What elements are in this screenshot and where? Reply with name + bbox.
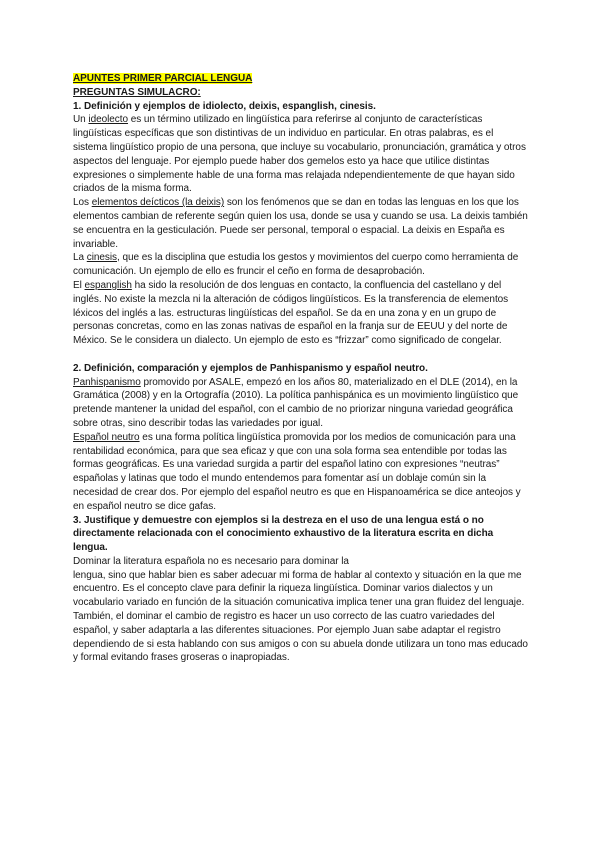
term-deixis: elementos deícticos (la deixis): [91, 197, 225, 209]
paragraph-cinesis: La cinesis, que es la disciplina que estudia los gestos y movimientos del cuerpo como herramienta de comunicación. Un ejemplo de ello es fruncir el ceño en forma de desaprobación.: [73, 252, 519, 278]
paragraph-destreza: lengua, sino que hablar bien es saber adecuar mi forma de hablar al contexto y situación en la que me encuentro. Es el concepto clave para definir la riqueza lingüística. Dominar varios dialectos y un vocabulario variado en función de la situación comunicativa implica tener una gran fluidez del lenguaje. También, el dominar el cambio de registro es hacer un uso correcto de las cuatro variedades del español, y saber adaptarla a las diferentes situaciones. Por ejemplo Juan sabe adaptar el registro dependiendo de si esta hablando con sus amigos o con su abuela donde utilizara un tono mas educado y formal evitando frases groseras o inapropiadas.: [73, 569, 528, 664]
paragraph-espanol-neutro: Español neutro es una forma política lingüística promovida por los medios de comunicación para una rentabilidad económica, para que sea eficaz y que con una sola forma sea entendible por todas las formas geográficas. Es una variedad surgida a partir del español latino con expresiones “neutras” españolas y latinas que todo el mundo entendemos para fomentar así un doblaje común sin la necesidad de crear dos. Por ejemplo del español neutro es que en Hispanoamérica se dice anteojos y en español neutro se dice gafas.: [73, 431, 521, 512]
term-cinesis: cinesis: [86, 252, 117, 264]
paragraph-espanglish: El espanglish ha sido la resolución de dos lenguas en contacto, la confluencia del castellano y del inglés. No existe la mezcla ni la alteración de códigos lingüísticos. Es la transferencia de elementos léxicos del inglés a las. estructuras lingüísticas del español. Se da en una zona y en un grupo de personas concretas, como en las zonas nativas de español en la franja sur de EEUU y del norte de México. Se le considera un dialecto. Un ejemplo de esto es “frizzar” como significado de congelar.: [73, 279, 509, 347]
paragraph-destreza-line1: Dominar la literatura española no es necesario para dominar la: [73, 555, 349, 567]
document-title: APUNTES PRIMER PARCIAL LENGUA: [73, 73, 253, 84]
question-2-heading: 2. Definición, comparación y ejemplos de Panhispanismo y español neutro.: [73, 362, 428, 374]
document-page: [73, 72, 529, 665]
term-ideolecto: ideolecto: [88, 114, 129, 126]
document-subtitle: PREGUNTAS SIMULACRO:: [73, 86, 201, 98]
term-panhispanismo: Panhispanismo: [73, 376, 141, 388]
paragraph-idiolecto: Un ideolecto es un término utilizado en lingüística para referirse al conjunto de características lingüísticas específicas que son distintivas de un individuo en particular. En otras palabras, es el sistema lingüístico propio de una persona, que incluye su vocabulario, pronunciación, gramática y otros aspectos del lenguaje. Por ejemplo puede haber dos gemelos esto ya hace que utilice distintas expresiones o simplemente hable de una forma mas relajada ndependientemente de que hayan sido criados de la misma forma.: [73, 114, 526, 195]
paragraph-deixis: Los elementos deícticos (la deixis) son los fenómenos que se dan en todas las lenguas en los que los elementos cambian de referente según quien los usa, donde se usa y cuando se usa. La deixis también se encuentra en la gesticulación. Puede ser personal, temporal o espacial. La deixis en España es invariable.: [73, 197, 528, 250]
section-gap: [73, 348, 529, 362]
term-espanol-neutro: Español neutro: [73, 431, 140, 443]
term-espanglish: espanglish: [84, 279, 132, 291]
question-1-heading: 1. Definición y ejemplos de idiolecto, deixis, espanglish, cinesis.: [73, 100, 376, 112]
paragraph-panhispanismo: Panhispanismo promovido por ASALE, empezó en los años 80, materializado en el DLE (2014), en la Gramática (2008) y en la Ortografía (2010). La política panhispánica es un movimiento lingüístico que pretende mantener la unidad del español, con el cambio de no priorizar ninguna variedad geográfica sobre otras, sino describir todas las variedades por igual.: [73, 376, 519, 429]
question-3-heading: 3. Justifique y demuestre con ejemplos si la destreza en el uso de una lengua está o no directamente relacionada con el conocimiento exhaustivo de la literatura escrita en dicha lengua.: [73, 514, 494, 554]
